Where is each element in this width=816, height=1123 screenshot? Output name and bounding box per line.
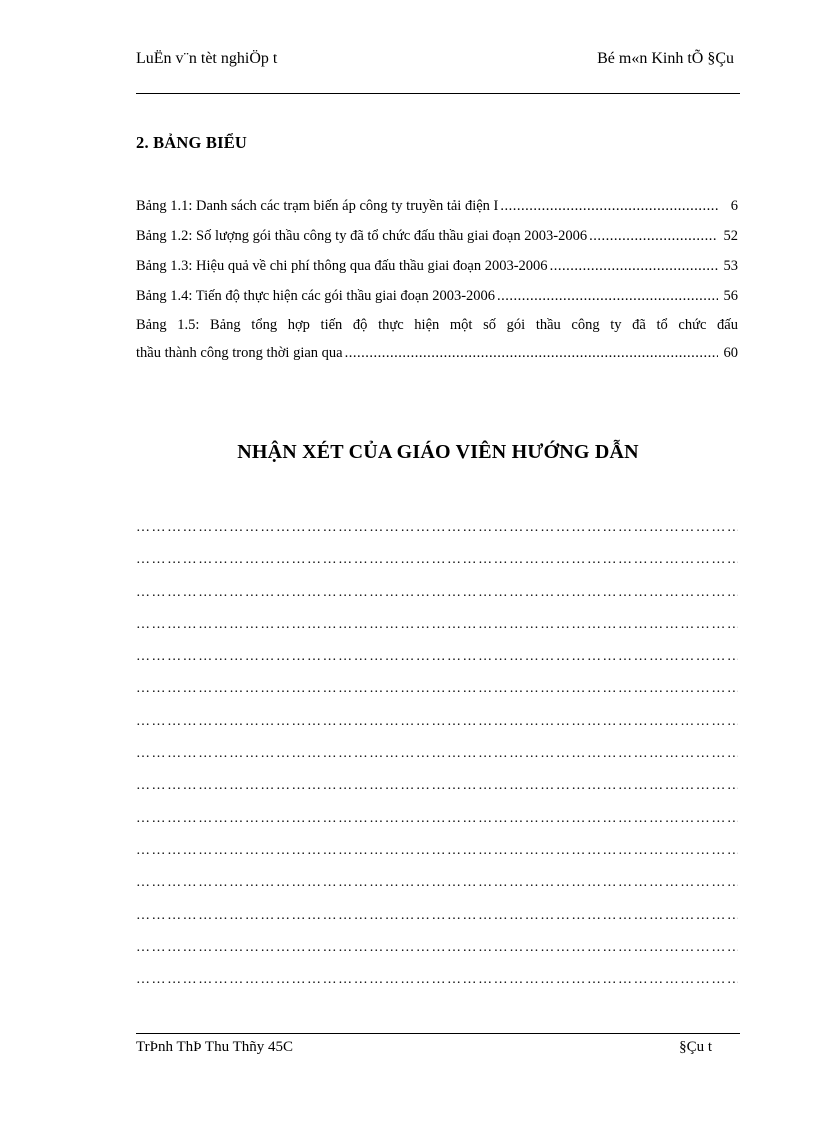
advisor-comment-title: NHẬN XÉT CỦA GIÁO VIÊN HƯỚNG DẪN: [237, 441, 639, 463]
toc-page-number: 52: [723, 228, 738, 244]
page-header: [136, 49, 740, 94]
comment-dotted-line: [136, 964, 738, 996]
comment-dotted-line: [136, 867, 738, 899]
toc-page-number: 60: [723, 345, 738, 361]
comment-writing-lines: [136, 512, 738, 996]
toc-entry-label: Bảng 1.3: Hiệu quả về chi phí thông qua đấu thầu giai đoạn 2003-2006: [136, 258, 548, 274]
table-list: [136, 191, 738, 367]
toc-entry-continuation: [136, 339, 738, 367]
toc-entry-label: Bảng 1.1: Danh sách các trạm biến áp công ty truyền tải điện I: [136, 198, 499, 214]
footer-right-text: §Çu t: [679, 1039, 712, 1055]
toc-entry-label-continued: thầu thành công trong thời gian qua: [136, 345, 343, 361]
toc-entry-label: Bảng 1.2: Số lượng gói thầu công ty đã tổ chức đấu thầu giai đoạn 2003-2006: [136, 228, 588, 244]
toc-entry: [136, 281, 738, 311]
toc-entry: [136, 251, 738, 281]
section-heading: 2. BẢNG BIỂU: [136, 133, 248, 152]
header-right-text: Bé m«n Kinh tÕ §Çu: [597, 50, 734, 67]
toc-leader-dots: [497, 281, 718, 311]
page-footer: [136, 1033, 740, 1055]
comment-dotted-line: [136, 544, 738, 576]
footer-author: TrÞnh ThÞ Thu Thñy 45C: [136, 1039, 293, 1055]
toc-entry-label: Bảng 1.4: Tiến độ thực hiện các gói thầu giai đoạn 2003-2006: [136, 288, 496, 304]
comment-dotted-line: [136, 803, 738, 835]
header-left-text: LuËn v¨n tèt nghiÖp t: [136, 50, 278, 67]
toc-leader-dots: [500, 191, 718, 221]
toc-entry: [136, 221, 738, 251]
toc-leader-dots: [345, 339, 718, 367]
comment-dotted-line: [136, 706, 738, 738]
toc-entry: [136, 191, 738, 221]
toc-page-number: 6: [730, 198, 738, 214]
comment-dotted-line: [136, 641, 738, 673]
toc-page-number: 56: [723, 288, 738, 304]
comment-dotted-line: [136, 512, 738, 544]
toc-leader-dots: [550, 251, 718, 281]
toc-page-number: 53: [723, 258, 738, 274]
comment-dotted-line: [136, 932, 738, 964]
comment-dotted-line: [136, 770, 738, 802]
toc-entry-label: Bảng 1.5: Bảng tổng hợp tiến độ thực hiện một số gói thầu công ty đã tổ chức đấu: [136, 317, 738, 333]
comment-dotted-line: [136, 835, 738, 867]
comment-dotted-line: [136, 577, 738, 609]
comment-dotted-line: [136, 673, 738, 705]
comment-dotted-line: [136, 609, 738, 641]
toc-entry: [136, 311, 738, 367]
toc-leader-dots: [589, 221, 718, 251]
comment-dotted-line: [136, 738, 738, 770]
comment-dotted-line: [136, 900, 738, 932]
